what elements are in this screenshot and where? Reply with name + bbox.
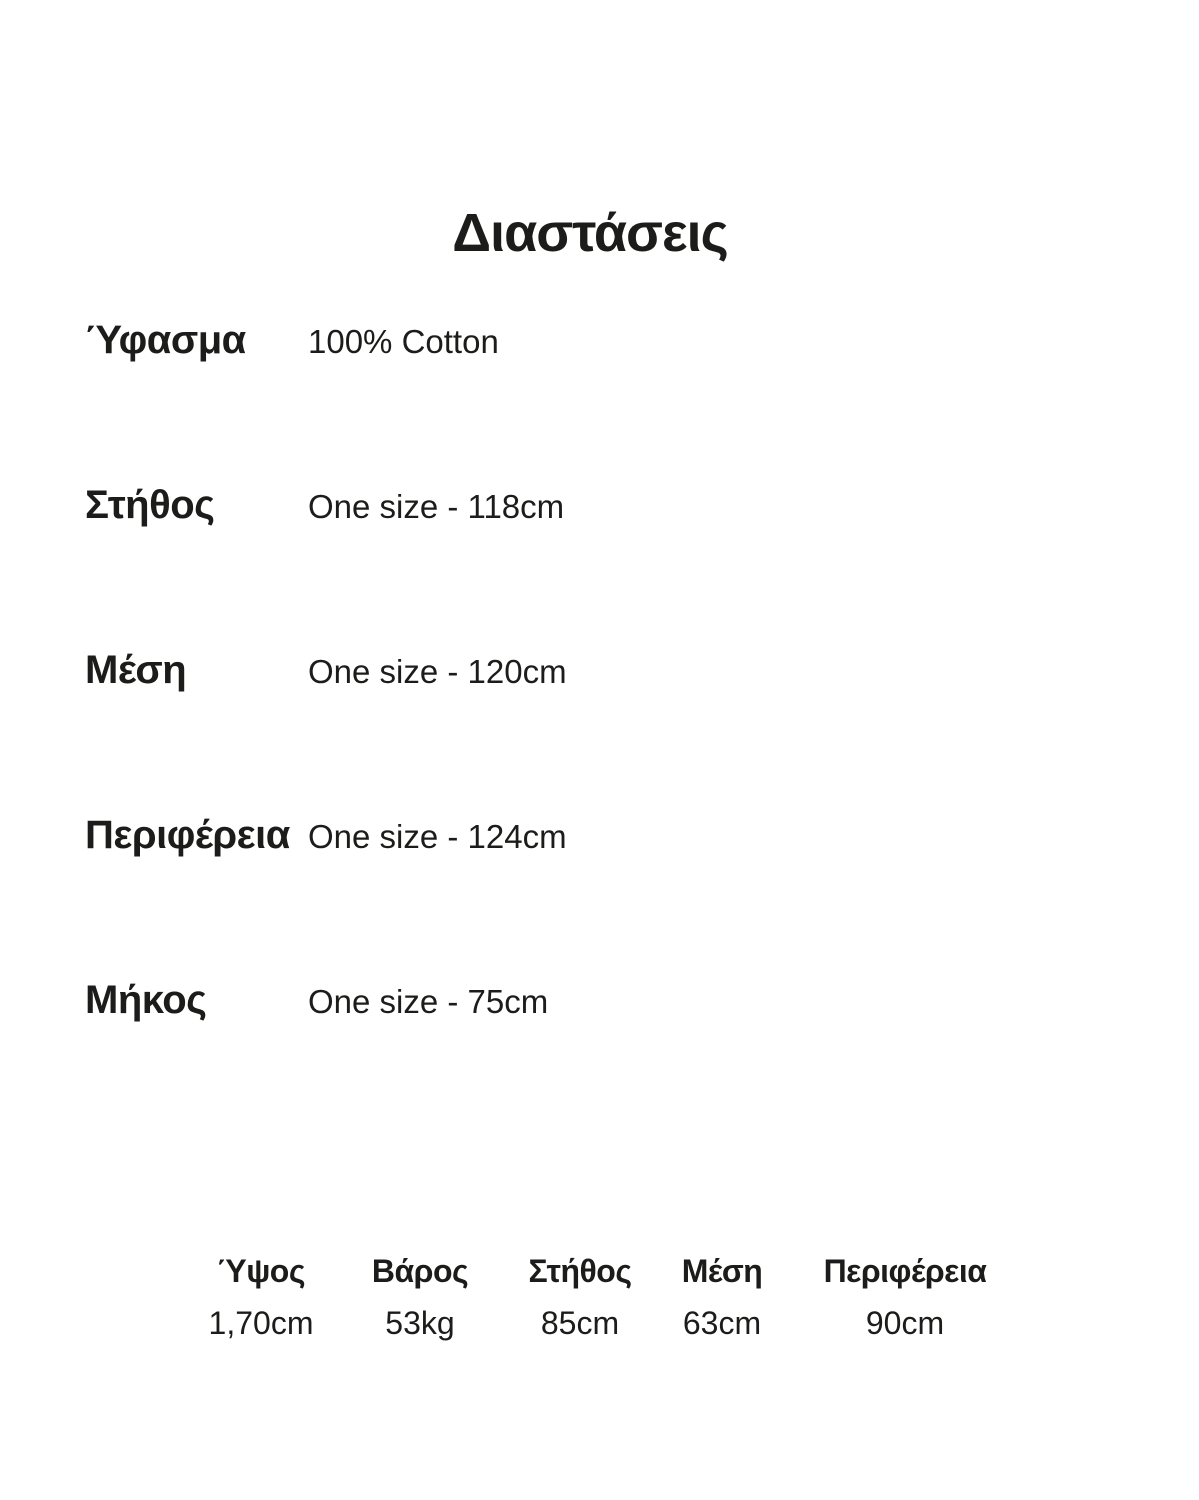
model-measurements-table: [0, 1253, 1199, 1363]
size-row-hips: [85, 813, 1105, 978]
size-row-waist: [85, 648, 1105, 813]
stat-col-weight: [372, 1253, 468, 1342]
size-row-fabric: [85, 318, 1105, 483]
stat-header: Περιφέρεια: [823, 1253, 987, 1289]
stat-value: 85cm: [540, 1305, 620, 1341]
size-row-label: Μήκος: [85, 978, 207, 1022]
stat-value: 1,70cm: [208, 1305, 314, 1341]
size-row-label: Περιφέρεια: [85, 813, 290, 857]
size-row-value: One size - 120cm: [308, 653, 567, 690]
stat-header: Μέση: [681, 1253, 763, 1289]
page-title: Διαστάσεις: [452, 203, 728, 264]
stat-col-chest: [529, 1253, 632, 1342]
size-details-list: [85, 318, 1105, 1143]
stat-value: 53kg: [385, 1305, 455, 1341]
stat-col-waist: [682, 1253, 763, 1342]
size-row-value: One size - 124cm: [308, 818, 567, 855]
size-row-value: One size - 118cm: [308, 488, 565, 525]
stat-header: Στήθος: [528, 1253, 632, 1289]
size-row-value: One size - 75cm: [308, 983, 549, 1020]
stat-col-height: [209, 1253, 314, 1342]
size-row-label: Μέση: [85, 648, 187, 692]
stat-col-hips: [824, 1253, 987, 1342]
stat-value: 90cm: [865, 1305, 945, 1341]
size-row-chest: [85, 483, 1105, 648]
stat-header: Ύψος: [217, 1253, 305, 1289]
stat-value: 63cm: [682, 1305, 762, 1341]
size-row-label: Ύφασμα: [85, 318, 246, 362]
size-row-length: [85, 978, 1105, 1143]
stat-header: Βάρος: [371, 1253, 469, 1289]
size-row-label: Στήθος: [85, 483, 215, 527]
size-row-value: 100% Cotton: [308, 323, 499, 360]
